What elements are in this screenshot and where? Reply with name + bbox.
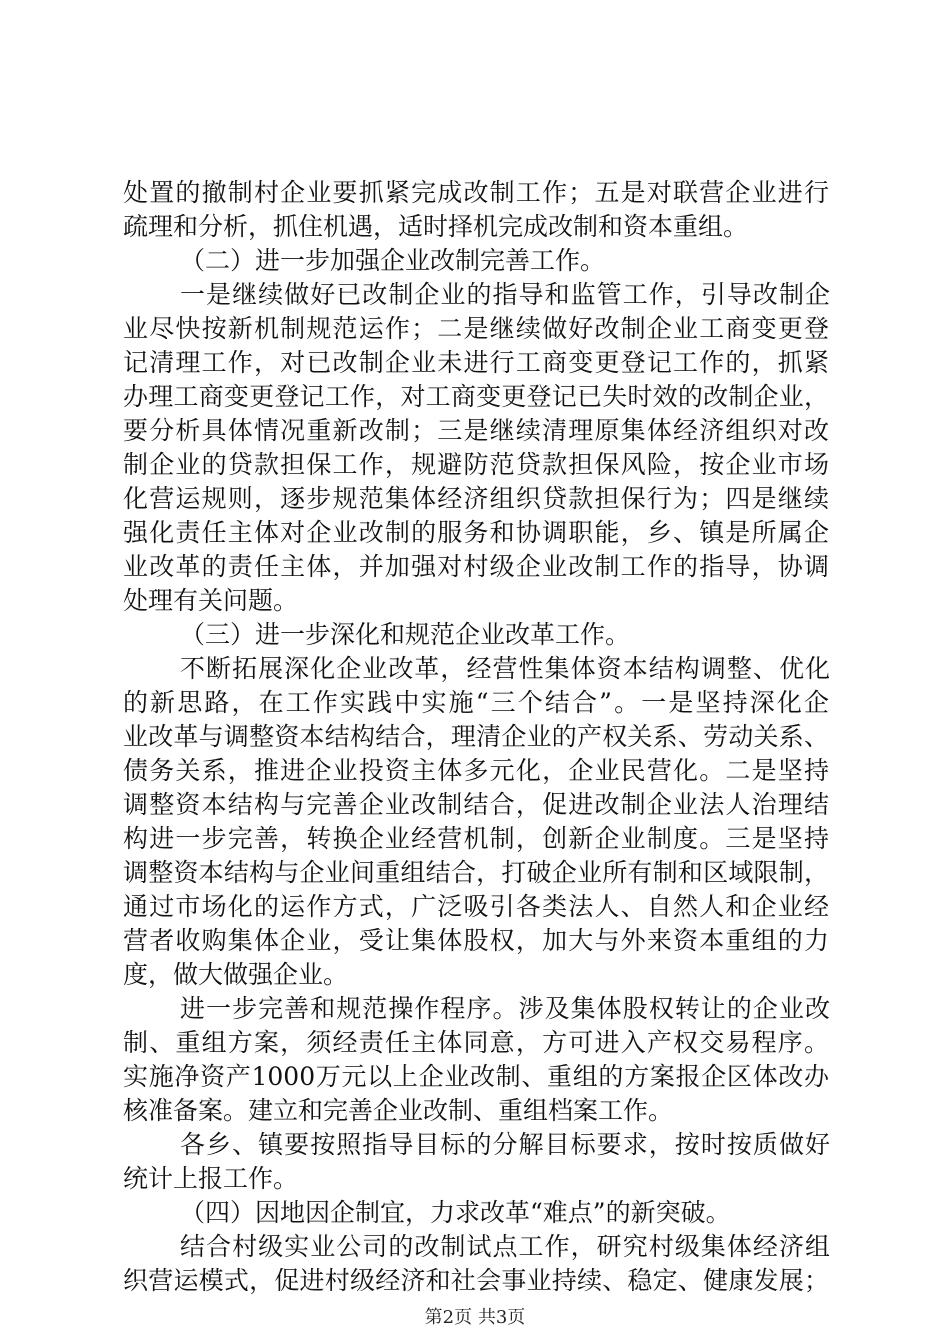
text-line: 不断拓展深化企业改革，经营性集体资本结构调整、优化 xyxy=(180,654,830,683)
text-line: 调整资本结构与完善企业改制结合，促进改制企业法人治理结 xyxy=(123,790,829,819)
text-line: 进一步完善和规范操作程序。涉及集体股权转让的企业改 xyxy=(180,994,830,1023)
text-line: 疏理和分析，抓住机遇，适时择机完成改制和资本重组。 xyxy=(123,212,749,241)
text-line: 业尽快按新机制规范运作；二是继续做好改制企业工商变更登 xyxy=(123,314,829,343)
text-line: 度，做大做强企业。 xyxy=(123,960,349,989)
text-line: 通过市场化的运作方式，广泛吸引各类法人、自然人和企业经 xyxy=(123,892,829,921)
page-number-footer: 第2页 共3页 xyxy=(424,1307,526,1328)
text-line: 结合村级实业公司的改制试点工作，研究村级集体经济组 xyxy=(180,1232,830,1261)
text-line: 调整资本结构与企业间重组结合，打破企业所有制和区域限制， xyxy=(123,858,829,887)
text-line: 强化责任主体对企业改制的服务和协调职能，乡、镇是所属企 xyxy=(123,518,829,547)
section-heading: （四）因地因企制宜，力求改革“难点”的新突破。 xyxy=(180,1198,731,1227)
text-line: 制、重组方案，须经责任主体同意，方可进入产权交易程序。 xyxy=(123,1028,829,1057)
text-line: 办理工商变更登记工作，对工商变更登记已失时效的改制企业， xyxy=(123,382,829,411)
text-line: 记清理工作，对已改制企业未进行工商变更登记工作的，抓紧 xyxy=(123,348,829,377)
text-line: 各乡、镇要按照指导目标的分解目标要求，按时按质做好 xyxy=(180,1130,830,1159)
text-line: 实施净资产1000万元以上企业改制、重组的方案报企区体改办 xyxy=(123,1062,829,1091)
text-line: 一是继续做好已改制企业的指导和监管工作，引导改制企 xyxy=(180,280,830,309)
text-line: 统计上报工作。 xyxy=(123,1164,299,1193)
text-line: 核准备案。建立和完善企业改制、重组档案工作。 xyxy=(123,1096,674,1125)
section-heading: （二）进一步加强企业改制完善工作。 xyxy=(180,246,606,275)
text-line: 的新思路，在工作实践中实施“三个结合”。一是坚持深化企 xyxy=(123,688,829,717)
text-line: 处理有关问题。 xyxy=(123,586,299,615)
text-line: 业改革与调整资本结构结合，理清企业的产权关系、劳动关系、 xyxy=(123,722,829,751)
text-line: 化营运规则，逐步规范集体经济组织贷款担保行为；四是继续 xyxy=(123,484,829,513)
text-line: 处置的撤制村企业要抓紧完成改制工作；五是对联营企业进行 xyxy=(123,178,829,207)
text-line: 债务关系，推进企业投资主体多元化，企业民营化。二是坚持 xyxy=(123,756,829,785)
text-line: 要分析具体情况重新改制；三是继续清理原集体经济组织对改 xyxy=(123,416,829,445)
text-line: 业改革的责任主体，并加强对村级企业改制工作的指导，协调 xyxy=(123,552,829,581)
text-line: 构进一步完善，转换企业经营机制，创新企业制度。三是坚持 xyxy=(123,824,829,853)
text-line: 营者收购集体企业，受让集体股权，加大与外来资本重组的力 xyxy=(123,926,829,955)
section-heading: （三）进一步深化和规范企业改革工作。 xyxy=(180,620,631,649)
text-line: 织营运模式，促进村级经济和社会事业持续、稳定、健康发展； xyxy=(123,1266,829,1295)
text-line: 制企业的贷款担保工作，规避防范贷款担保风险，按企业市场 xyxy=(123,450,829,479)
